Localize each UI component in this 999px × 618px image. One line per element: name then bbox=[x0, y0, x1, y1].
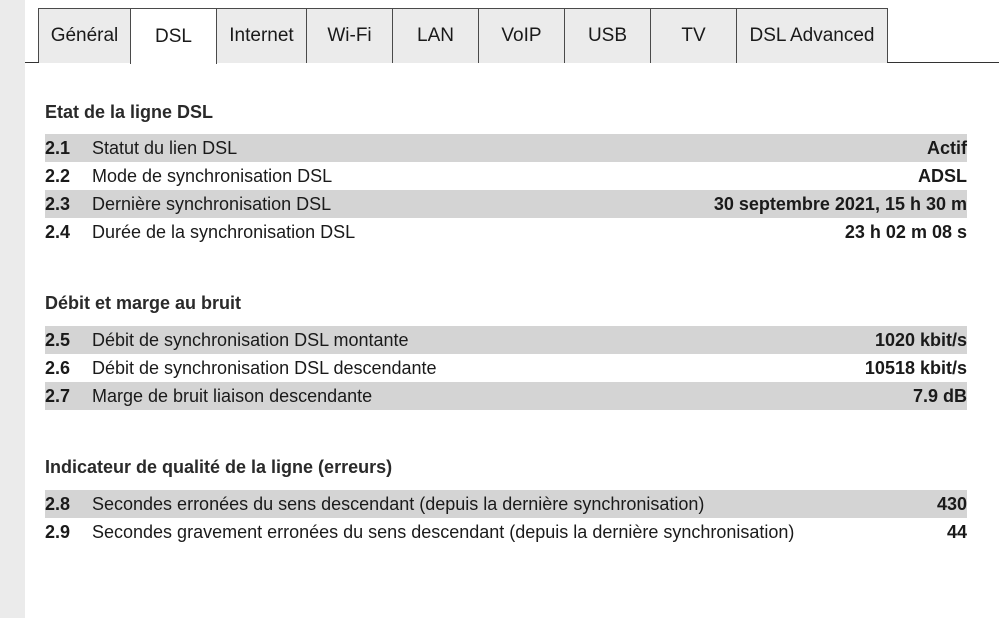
tab-bar-baseline-left bbox=[25, 62, 39, 63]
row-value: 44 bbox=[946, 521, 967, 542]
row-value: 430 bbox=[936, 493, 967, 514]
tab-usb[interactable]: USB bbox=[564, 8, 651, 63]
row-label: Marge de bruit liaison descendante bbox=[92, 385, 373, 406]
left-panel-strip bbox=[0, 0, 25, 618]
row-label: Secondes gravement erronées du sens descendant (depuis la dernière synchronisation) bbox=[92, 521, 795, 542]
row-number: 2.4 bbox=[45, 221, 71, 242]
row-label: Secondes erronées du sens descendant (depuis la dernière synchronisation) bbox=[92, 493, 705, 514]
row-value: 10518 kbit/s bbox=[864, 357, 967, 378]
row-value: 30 septembre 2021, 15 h 30 m bbox=[713, 193, 967, 214]
row-number: 2.9 bbox=[45, 521, 71, 542]
section-title-line-state: Etat de la ligne DSL bbox=[45, 102, 214, 122]
row-value: 7.9 dB bbox=[912, 385, 967, 406]
row-value: 23 h 02 m 08 s bbox=[844, 221, 967, 242]
table-row bbox=[45, 490, 967, 518]
row-number: 2.7 bbox=[45, 385, 71, 406]
row-value: ADSL bbox=[918, 165, 967, 186]
table-row bbox=[45, 134, 967, 162]
row-value: 1020 kbit/s bbox=[874, 329, 967, 350]
table-row bbox=[45, 326, 967, 354]
table-row bbox=[45, 518, 967, 546]
table-row bbox=[45, 162, 967, 190]
row-number: 2.2 bbox=[45, 165, 71, 186]
row-label: Statut du lien DSL bbox=[92, 137, 238, 158]
tab-tv[interactable]: TV bbox=[650, 8, 737, 63]
section-title-line-quality: Indicateur de qualité de la ligne (erreurs) bbox=[45, 457, 393, 477]
tab-bar-baseline-right bbox=[887, 62, 999, 63]
row-label: Débit de synchronisation DSL montante bbox=[92, 329, 409, 350]
row-label: Durée de la synchronisation DSL bbox=[92, 221, 356, 242]
tab-lan[interactable]: LAN bbox=[392, 8, 479, 63]
row-label: Dernière synchronisation DSL bbox=[92, 193, 332, 214]
tab-dsl[interactable]: DSL bbox=[130, 8, 217, 64]
section-title-bitrate-noise: Débit et marge au bruit bbox=[45, 293, 242, 313]
tab-voip[interactable]: VoIP bbox=[478, 8, 565, 63]
row-label: Débit de synchronisation DSL descendante bbox=[92, 357, 437, 378]
row-label: Mode de synchronisation DSL bbox=[92, 165, 333, 186]
tab-internet[interactable]: Internet bbox=[216, 8, 307, 63]
row-number: 2.8 bbox=[45, 493, 71, 514]
row-number: 2.5 bbox=[45, 329, 71, 350]
row-number: 2.1 bbox=[45, 137, 71, 158]
table-row bbox=[45, 382, 967, 410]
tab-general[interactable]: Général bbox=[38, 8, 131, 63]
table-row bbox=[45, 354, 967, 382]
row-number: 2.3 bbox=[45, 193, 71, 214]
table-row bbox=[45, 218, 967, 246]
tab-wifi[interactable]: Wi-Fi bbox=[306, 8, 393, 63]
row-number: 2.6 bbox=[45, 357, 71, 378]
table-row bbox=[45, 190, 967, 218]
tab-bar bbox=[25, 0, 999, 64]
tab-dsl-advanced[interactable]: DSL Advanced bbox=[736, 8, 888, 63]
row-value: Actif bbox=[927, 137, 967, 158]
